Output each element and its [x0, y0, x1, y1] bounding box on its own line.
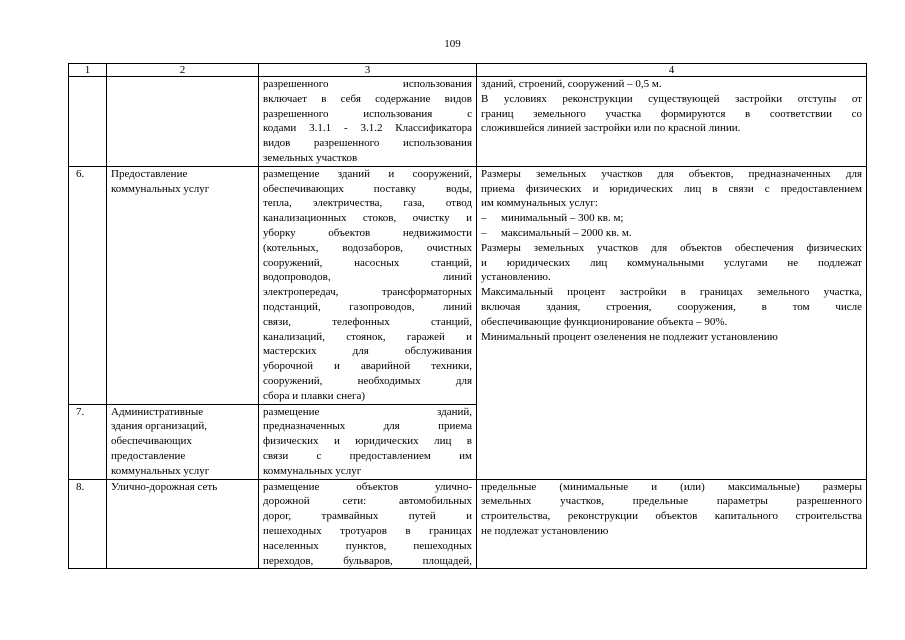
text-line: пешеходных тротуаров в границах	[263, 524, 472, 537]
text-line: населенных пунктов, пешеходных	[263, 539, 472, 552]
text-line: обеспечивающих поставку воды,	[263, 182, 472, 195]
text-line: уборочной и аварийной техники,	[263, 360, 472, 373]
header-col-4: 4	[477, 64, 867, 77]
text-line: Административные	[111, 405, 204, 418]
text-line: канализационных стоков, очистку и	[263, 212, 472, 225]
text-line: обеспечивающие функционирование объекта – 90%.	[481, 315, 728, 328]
text-line: коммунальных услуг	[111, 182, 210, 195]
text-line: земельных участков, предельные параметры разрешенного	[481, 495, 862, 508]
text-line: уборку объектов недвижимости	[263, 226, 472, 239]
text-line: переходов, бульваров, площадей,	[263, 554, 472, 567]
row-params-cell	[477, 479, 867, 569]
cont-name-cell	[107, 77, 259, 167]
text-line: предельные (минимальные и (или) максимальные) размеры	[481, 480, 862, 493]
dash-bullet: –	[481, 226, 487, 239]
page-number: 109	[444, 38, 461, 50]
text-line: дорог, трамвайных путей и	[263, 510, 472, 523]
text-line: зданий, строений, сооружений – 0,5 м.	[481, 78, 662, 90]
text-line: предназначенных для приема	[263, 420, 472, 433]
row-desc-cell	[259, 404, 477, 479]
row-name-cell	[107, 166, 259, 404]
cont-num-cell	[69, 77, 107, 167]
list-item	[481, 226, 862, 241]
header-col-2: 2	[107, 64, 259, 77]
text-line: границ земельного участка формируются в соответствии со	[481, 107, 862, 120]
text-line: и юридических лиц коммунальными услугами не подлежат	[481, 256, 862, 269]
table-row	[69, 479, 867, 569]
header-col-3: 3	[259, 64, 477, 77]
text-line: разрешенного использования	[263, 78, 472, 90]
text-line: сложившейся линией застройки или по красной линии.	[481, 122, 741, 135]
text-line: водопроводов, линий	[263, 271, 472, 284]
cont-params-cell	[477, 77, 867, 167]
row-name-cell	[107, 479, 259, 569]
text-line: не подлежат установлению	[481, 524, 609, 537]
text-line: обеспечивающих	[111, 435, 192, 448]
row-params-cell	[477, 166, 867, 479]
continuation-row	[69, 77, 867, 167]
text-line: Улично-дорожная сеть	[111, 480, 218, 493]
text-line: приема физических и юридических лиц в связи с предоставлением	[481, 182, 862, 195]
text-line: канализаций, стоянок, гаражей и	[263, 330, 472, 343]
row-name-cell	[107, 404, 259, 479]
text-line: связи, телефонных станций,	[263, 315, 472, 328]
text-line: установлению.	[481, 271, 551, 284]
text-line: электропередач, трансформаторных	[263, 286, 472, 299]
text-line: земельных участков	[263, 151, 358, 164]
text-line: коммунальных услуг	[263, 464, 362, 477]
text-line: разрешенного использования с	[263, 107, 472, 120]
dash-bullet: –	[481, 212, 487, 225]
text-line: В условиях реконструкции существующей застройки отступы от	[481, 92, 862, 105]
cont-desc-cell	[259, 77, 477, 167]
regulations-table	[68, 63, 867, 569]
text-line: коммунальных услуг	[111, 464, 210, 477]
text-line: здания организаций,	[111, 420, 208, 433]
text-line: включая здания, строения, сооружения, в том числе	[481, 300, 862, 313]
text-line: кодами 3.1.1 - 3.1.2 Классификатора	[263, 122, 472, 135]
text-line: физических и юридических лиц в	[263, 435, 472, 448]
row-number: 8.	[69, 479, 107, 569]
text-line: дорожной сети: автомобильных	[263, 495, 472, 508]
text-line: сооружений, насосных станций,	[263, 256, 472, 269]
text-line: размещение объектов улично-	[263, 480, 472, 493]
text-line: тепла, электричества, газа, отвод	[263, 197, 472, 210]
text-line: видов разрешенного использования	[263, 137, 472, 150]
text-line: включает в себя содержание видов	[263, 92, 472, 105]
text-line: им коммунальных услуг:	[481, 197, 598, 210]
text-line: мастерских для обслуживания	[263, 345, 472, 358]
text-line: Предоставление	[111, 167, 188, 180]
text-line: минимальный – 300 кв. м;	[501, 212, 624, 225]
row-desc-cell	[259, 479, 477, 569]
text-line: подстанций, газопроводов, линий	[263, 300, 472, 313]
table-row	[69, 166, 867, 404]
text-line: Размеры земельных участков для объектов, предназначенных для	[481, 167, 862, 180]
row-number: 6.	[69, 166, 107, 404]
row-number: 7.	[69, 404, 107, 479]
text-line: связи с предоставлением им	[263, 449, 472, 462]
text-line: сооружений, необходимых для	[263, 374, 472, 387]
text-line: размещение зданий и сооружений,	[263, 167, 472, 180]
text-line: строительства, реконструкции объектов капитального строительства	[481, 510, 862, 523]
text-line: размещение зданий,	[263, 405, 472, 418]
text-line: предоставление	[111, 449, 186, 462]
text-line: (котельных, водозаборов, очистных	[263, 241, 472, 254]
text-line: Размеры земельных участков для объектов обеспечения физических	[481, 241, 862, 254]
header-col-1: 1	[69, 64, 107, 77]
row-desc-cell	[259, 166, 477, 404]
text-line: сбора и плавки снега)	[263, 389, 366, 402]
text-line: максимальный – 2000 кв. м.	[501, 226, 632, 239]
text-line: Максимальный процент застройки в границах земельного участка,	[481, 286, 862, 299]
list-item	[481, 211, 862, 226]
text-line: Минимальный процент озеленения не подлежит установлению	[481, 330, 778, 343]
header-row	[69, 64, 867, 77]
